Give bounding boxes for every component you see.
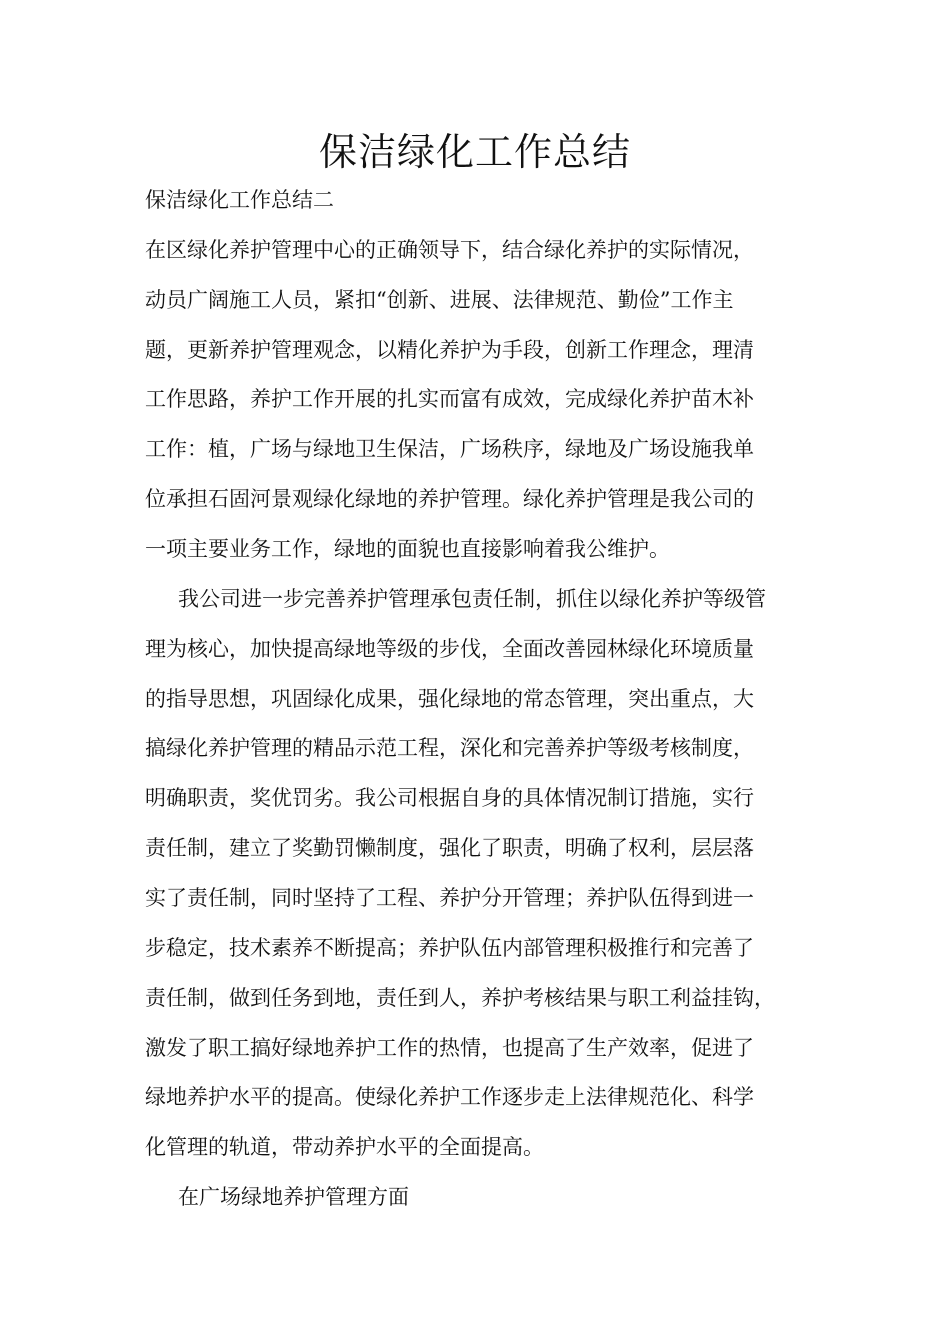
- paragraph-1-line: 工作：植，广场与绿地卫生保洁，广场秩序，绿地及广场设施我单: [145, 437, 754, 461]
- paragraph-1-line: 在区绿化养护管理中心的正确领导下，结合绿化养护的实际情况，: [145, 238, 754, 262]
- paragraph-2-line: 绿地养护水平的提高。使绿化养护工作逐步走上法律规范化、科学: [145, 1085, 754, 1109]
- paragraph-2-line: 明确职责，奖优罚劣。我公司根据自身的具体情况制订措施，实行: [145, 786, 754, 810]
- document-title: 保洁绿化工作总结: [318, 130, 631, 174]
- paragraph-2-line: 实了责任制，同时坚持了工程、养护分开管理；养护队伍得到进一: [145, 886, 754, 910]
- paragraph-2-line: 理为核心，加快提高绿地等级的步伐，全面改善园林绿化环境质量: [145, 637, 754, 661]
- paragraph-1-line: 位承担石固河景观绿化绿地的养护管理。绿化养护管理是我公司的: [145, 487, 754, 511]
- paragraph-1-line: 一项主要业务工作，绿地的面貌也直接影响着我公维护。: [145, 537, 670, 561]
- paragraph-2-line: 责任制，做到任务到地，责任到人，养护考核结果与职工利益挂钩，: [145, 986, 775, 1010]
- paragraph-2-line: 步稳定，技术素养不断提高；养护队伍内部管理积极推行和完善了: [145, 936, 754, 960]
- paragraph-3-line: 在广场绿地养护管理方面: [178, 1185, 409, 1209]
- paragraph-2-line: 我公司进一步完善养护管理承包责任制，抓住以绿化养护等级管: [178, 587, 766, 611]
- paragraph-1-line: 题，更新养护管理观念，以精化养护为手段，创新工作理念，理清: [145, 338, 754, 362]
- paragraph-2-line: 化管理的轨道，带动养护水平的全面提高。: [145, 1135, 544, 1159]
- paragraph-2-line: 责任制，建立了奖勤罚懒制度，强化了职责，明确了权利，层层落: [145, 836, 754, 860]
- paragraph-1-line: 工作思路，养护工作开展的扎实而富有成效，完成绿化养护苗木补: [145, 387, 754, 411]
- paragraph-1-line: 动员广阔施工人员，紧扣“创新、进展、法律规范、勤俭”工作主: [145, 288, 734, 312]
- document-subtitle: 保洁绿化工作总结二: [145, 188, 334, 212]
- paragraph-2-line: 激发了职工搞好绿地养护工作的热情，也提高了生产效率，促进了: [145, 1036, 754, 1060]
- paragraph-2-line: 的指导思想，巩固绿化成果，强化绿地的常态管理，突出重点，大: [145, 687, 754, 711]
- paragraph-2-line: 搞绿化养护管理的精品示范工程，深化和完善养护等级考核制度，: [145, 736, 754, 760]
